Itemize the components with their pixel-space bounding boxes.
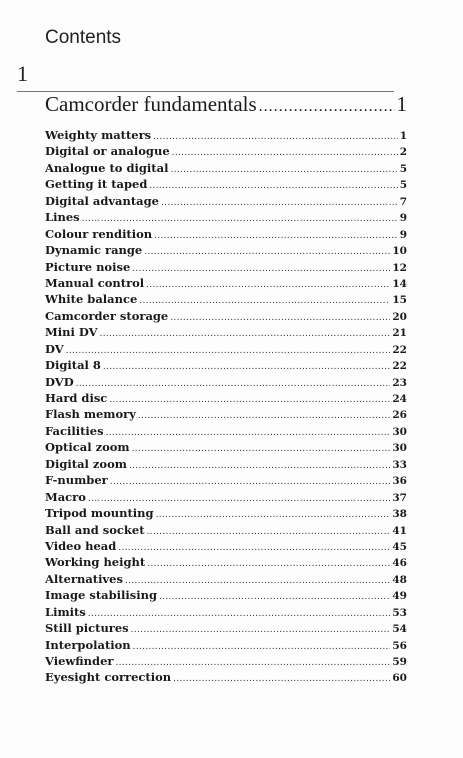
toc-entry[interactable] <box>45 226 407 242</box>
toc-entry-title: Limits <box>45 604 86 619</box>
toc-entry-page-number: 1 <box>399 130 407 142</box>
toc-entry[interactable] <box>45 423 407 439</box>
toc-entry-page-number: 12 <box>392 261 407 274</box>
toc-entry-page-number: 33 <box>392 458 407 471</box>
chapter-title: Camcorder fundamentals <box>45 92 257 116</box>
dot-leader <box>131 622 391 636</box>
toc-entry-page-number: 14 <box>392 277 407 290</box>
dot-leader <box>100 326 391 340</box>
toc-entry[interactable] <box>45 176 407 192</box>
toc-entry-page-number: 46 <box>392 557 407 570</box>
toc-entry[interactable] <box>45 374 407 390</box>
toc-entry-title: Digital 8 <box>45 358 101 373</box>
toc-entry-title: Manual control <box>45 275 145 290</box>
toc-entry-page-number: 37 <box>392 491 407 504</box>
toc-entry-page-number: 56 <box>392 639 407 652</box>
toc-entry[interactable] <box>45 604 407 620</box>
toc-entry[interactable] <box>45 291 407 307</box>
toc-entry[interactable] <box>45 209 407 225</box>
dot-leader <box>259 98 395 116</box>
dot-leader <box>118 540 390 554</box>
toc-entry-page-number: 21 <box>392 327 407 340</box>
toc-entry[interactable] <box>45 669 407 685</box>
toc-entry-title: DV <box>45 341 64 356</box>
toc-entry[interactable] <box>45 259 407 275</box>
toc-entry[interactable] <box>45 522 407 538</box>
dot-leader <box>170 310 390 324</box>
toc-entry-title: Camcorder storage <box>45 308 169 323</box>
toc-entry[interactable] <box>45 242 407 258</box>
toc-entry-page-number: 15 <box>392 294 407 307</box>
toc-entry-title: Eyesight correction <box>45 670 172 685</box>
toc-entry[interactable] <box>45 357 407 373</box>
toc-entry-page-number: 30 <box>392 442 407 455</box>
toc-entry-title: Mini DV <box>45 325 98 340</box>
toc-entry-title: Video head <box>45 538 117 553</box>
toc-entry-title: Working height <box>45 555 146 570</box>
toc-entry-page-number: 53 <box>392 606 407 619</box>
toc-entry-page-number: 5 <box>399 162 407 175</box>
dot-leader <box>170 162 397 176</box>
dot-leader <box>154 228 398 242</box>
toc-entry-page-number: 2 <box>399 146 407 159</box>
dot-leader <box>106 425 391 439</box>
toc-entry-title: Facilities <box>45 423 104 438</box>
toc-entry-title: Interpolation <box>45 637 131 652</box>
toc-entry-page-number: 36 <box>392 475 407 488</box>
toc-entry-title: Getting it taped <box>45 177 148 192</box>
toc-entry[interactable] <box>45 653 407 669</box>
toc-entry[interactable] <box>45 571 407 587</box>
toc-entry-title: F-number <box>45 473 108 488</box>
dot-leader <box>132 441 391 455</box>
dot-leader <box>88 606 391 620</box>
toc-entry[interactable] <box>45 143 407 159</box>
toc-entry-title: Alternatives <box>45 571 123 586</box>
toc-entry-title: DVD <box>45 374 74 389</box>
toc-entry[interactable] <box>45 456 407 472</box>
toc-entry[interactable] <box>45 439 407 455</box>
dot-leader <box>159 589 390 603</box>
toc-entry-title: Image stabilising <box>45 588 157 603</box>
dot-leader <box>88 491 390 505</box>
toc-entry-title: Flash memory <box>45 407 136 422</box>
dot-leader <box>132 261 390 275</box>
page-title: Contents <box>45 27 122 48</box>
toc-entry[interactable] <box>45 341 407 357</box>
toc-entry-title: Viewfinder <box>45 654 114 668</box>
toc-entry-title: Digital advantage <box>45 193 159 208</box>
toc-entry-page-number: 9 <box>399 228 407 241</box>
dot-leader <box>66 343 391 357</box>
dot-leader <box>115 655 390 669</box>
toc-entry-page-number: 22 <box>392 343 407 356</box>
toc-entry-page-number: 41 <box>392 524 407 537</box>
dot-leader <box>82 211 398 225</box>
toc-entry-page-number: 54 <box>392 623 407 636</box>
toc-entry[interactable] <box>45 324 407 340</box>
dot-leader <box>149 178 397 192</box>
toc-entry-title: Weighty matters <box>45 128 152 142</box>
toc-entry-title: Lines <box>45 210 80 225</box>
dot-leader <box>161 195 398 209</box>
dot-leader <box>139 293 390 307</box>
chapter-heading[interactable] <box>45 92 407 117</box>
dot-leader <box>125 573 390 587</box>
toc-entry-title: Hard disc <box>45 391 108 405</box>
toc-entry[interactable] <box>45 587 407 603</box>
toc-entry-page-number: 22 <box>392 360 407 373</box>
toc-entry-page-number: 38 <box>392 508 407 521</box>
toc-entry[interactable] <box>45 554 407 570</box>
dot-leader <box>133 639 391 653</box>
toc-entry-title: Analogue to digital <box>45 160 169 175</box>
toc-entry[interactable] <box>45 505 407 521</box>
toc-entry-page-number: 60 <box>392 672 407 685</box>
toc-entry-title: Colour rendition <box>45 226 153 241</box>
dot-leader <box>153 129 398 143</box>
dot-leader <box>129 458 390 472</box>
toc-entry[interactable] <box>45 308 407 324</box>
dot-leader <box>110 474 391 488</box>
toc-entry-title: Digital zoom <box>45 456 127 471</box>
toc-entry-page-number: 26 <box>392 409 407 422</box>
toc-entry[interactable] <box>45 620 407 636</box>
dot-leader <box>109 392 390 406</box>
toc-entry-title: Picture noise <box>45 259 131 274</box>
toc-entry[interactable] <box>45 489 407 505</box>
toc-entry-title: Optical zoom <box>45 440 130 455</box>
dot-leader <box>173 671 390 685</box>
toc-entry-page-number: 48 <box>392 573 407 586</box>
part-number: 1 <box>17 61 28 86</box>
toc-entry-title: Macro <box>45 489 86 504</box>
dot-leader <box>76 376 391 390</box>
dot-leader <box>144 244 390 258</box>
toc-entry[interactable] <box>45 637 407 653</box>
toc-entry[interactable] <box>45 127 407 143</box>
toc-entry-page-number: 24 <box>392 393 407 405</box>
toc-entry-title: Digital or analogue <box>45 144 170 159</box>
toc-entry[interactable] <box>45 390 407 406</box>
toc-entry-page-number: 45 <box>392 540 407 553</box>
toc-entry-title: White balance <box>45 292 138 307</box>
toc-entry-page-number: 49 <box>392 590 407 603</box>
toc-entry[interactable] <box>45 472 407 488</box>
toc-entry-title: Tripod mounting <box>45 506 154 521</box>
dot-leader <box>147 524 391 538</box>
dot-leader <box>138 408 390 422</box>
toc-entry-page-number: 59 <box>392 656 407 668</box>
dot-leader <box>146 277 390 291</box>
toc-entry[interactable] <box>45 160 407 176</box>
toc-entry-page-number: 7 <box>399 195 407 208</box>
toc-entry[interactable] <box>45 538 407 554</box>
toc-entry[interactable] <box>45 193 407 209</box>
toc-entry-page-number: 10 <box>392 245 407 258</box>
chapter-page-number: 1 <box>396 92 407 116</box>
toc-entry-list <box>45 127 407 686</box>
toc-entry-page-number: 23 <box>392 376 407 389</box>
toc-entry-title: Still pictures <box>45 621 129 636</box>
dot-leader <box>103 359 390 373</box>
toc-entry-page-number: 30 <box>392 425 407 438</box>
dot-leader <box>147 556 390 570</box>
toc-entry[interactable] <box>45 275 407 291</box>
dot-leader <box>172 145 398 159</box>
toc-entry-page-number: 5 <box>399 179 407 192</box>
dot-leader <box>156 507 391 521</box>
toc-entry-page-number: 20 <box>392 310 407 323</box>
toc-entry-title: Dynamic range <box>45 243 143 258</box>
toc-entry-page-number: 9 <box>399 212 407 225</box>
toc-entry-title: Ball and socket <box>45 522 145 537</box>
toc-entry[interactable] <box>45 406 407 422</box>
